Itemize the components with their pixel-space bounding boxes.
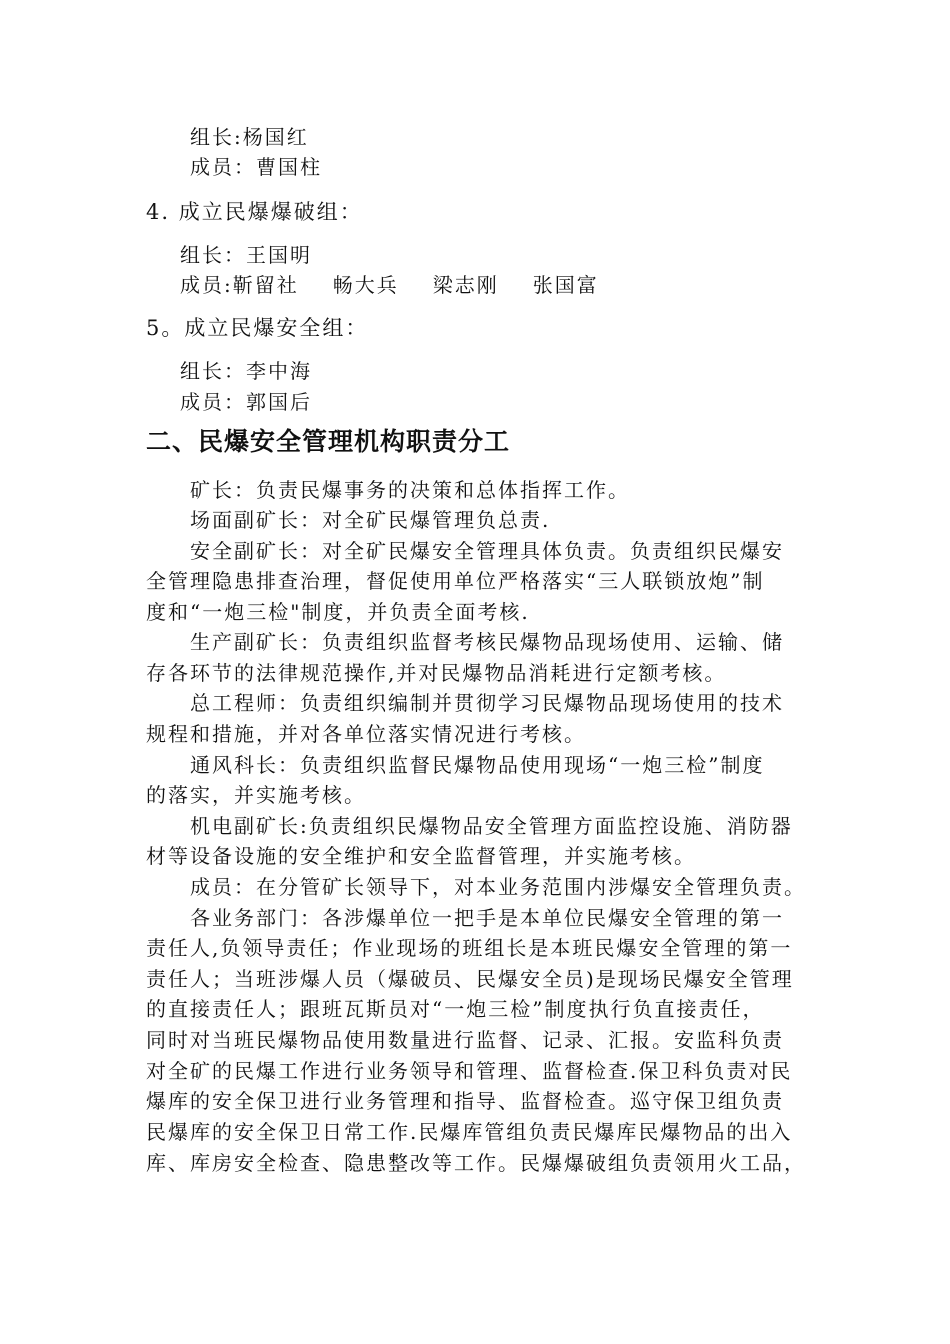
group3-leader: 组长:杨国红 xyxy=(190,125,309,149)
group5-members: 成员：郭国后 xyxy=(180,390,312,414)
group5-leader: 组长：李中海 xyxy=(180,359,312,383)
paragraph-line: 的直接责任人；跟班瓦斯员对“一炮三检”制度执行负直接责任， xyxy=(146,997,765,1021)
group5-title: 5。成立民爆安全组： xyxy=(146,316,369,340)
paragraph-line: 场面副矿长：对全矿民爆管理负总责. xyxy=(190,508,551,532)
group3-members: 成员：曹国柱 xyxy=(190,155,322,179)
paragraph-line: 矿长：负责民爆事务的决策和总体指挥工作。 xyxy=(190,478,630,502)
paragraph-line: 全管理隐患排查治理，督促使用单位严格落实“三人联锁放炮”制 xyxy=(146,569,765,593)
paragraph-line: 度和“一炮三检"制度，并负责全面考核. xyxy=(146,600,530,624)
group4-member: 梁志刚 xyxy=(432,273,499,297)
paragraph-line: 通风科长：负责组织监督民爆物品使用现场“一炮三检”制度 xyxy=(190,753,765,777)
group4-member: 张国富 xyxy=(532,273,599,297)
paragraph-line: 爆库的安全保卫进行业务管理和指导、监督检查。巡守保卫组负责 xyxy=(146,1089,784,1113)
paragraph-line: 总工程师：负责组织编制并贯彻学习民爆物品现场使用的技术 xyxy=(190,691,784,715)
paragraph-line: 成员：在分管矿长领导下，对本业务范围内涉爆安全管理负责。 xyxy=(190,875,806,899)
paragraph-line: 生产副矿长：负责组织监督考核民爆物品现场使用、运输、储 xyxy=(190,630,784,654)
group4-member: 靳留社 xyxy=(232,273,299,297)
paragraph-line: 各业务部门：各涉爆单位一把手是本单位民爆安全管理的第一 xyxy=(190,906,784,930)
paragraph-line: 民爆库的安全保卫日常工作.民爆库管组负责民爆库民爆物品的出入 xyxy=(146,1120,793,1144)
paragraph-line: 机电副矿长:负责组织民爆物品安全管理方面监控设施、消防器 xyxy=(190,814,793,838)
paragraph-line: 存各环节的法律规范操作,并对民爆物品消耗进行定额考核。 xyxy=(146,661,727,685)
section2-heading: 二、民爆安全管理机构职责分工 xyxy=(146,427,511,456)
group4-leader: 组长：王国明 xyxy=(180,243,312,267)
group4-members xyxy=(180,271,599,299)
paragraph-line: 责任人,负领导责任；作业现场的班组长是本班民爆安全管理的第一 xyxy=(146,936,793,960)
paragraph-line: 对全矿的民爆工作进行业务领导和管理、监督检查.保卫科负责对民 xyxy=(146,1059,793,1083)
paragraph-line: 安全副矿长：对全矿民爆安全管理具体负责。负责组织民爆安 xyxy=(190,539,784,563)
group4-member: 畅大兵 xyxy=(332,273,399,297)
group4-title: 4. 成立民爆爆破组： xyxy=(146,200,363,224)
paragraph-line: 库、库房安全检查、隐患整改等工作。民爆爆破组负责领用火工品， xyxy=(146,1151,806,1175)
paragraph-line: 同时对当班民爆物品使用数量进行监督、记录、汇报。安监科负责 xyxy=(146,1028,784,1052)
group4-members-label: 成员: xyxy=(180,273,233,297)
paragraph-line: 规程和措施，并对各单位落实情况进行考核。 xyxy=(146,722,586,746)
paragraph-line: 材等设备设施的安全维护和安全监督管理，并实施考核。 xyxy=(146,844,696,868)
paragraph-line: 责任人；当班涉爆人员（爆破员、民爆安全员)是现场民爆安全管理 xyxy=(146,967,794,991)
paragraph-line: 的落实，并实施考核。 xyxy=(146,783,366,807)
